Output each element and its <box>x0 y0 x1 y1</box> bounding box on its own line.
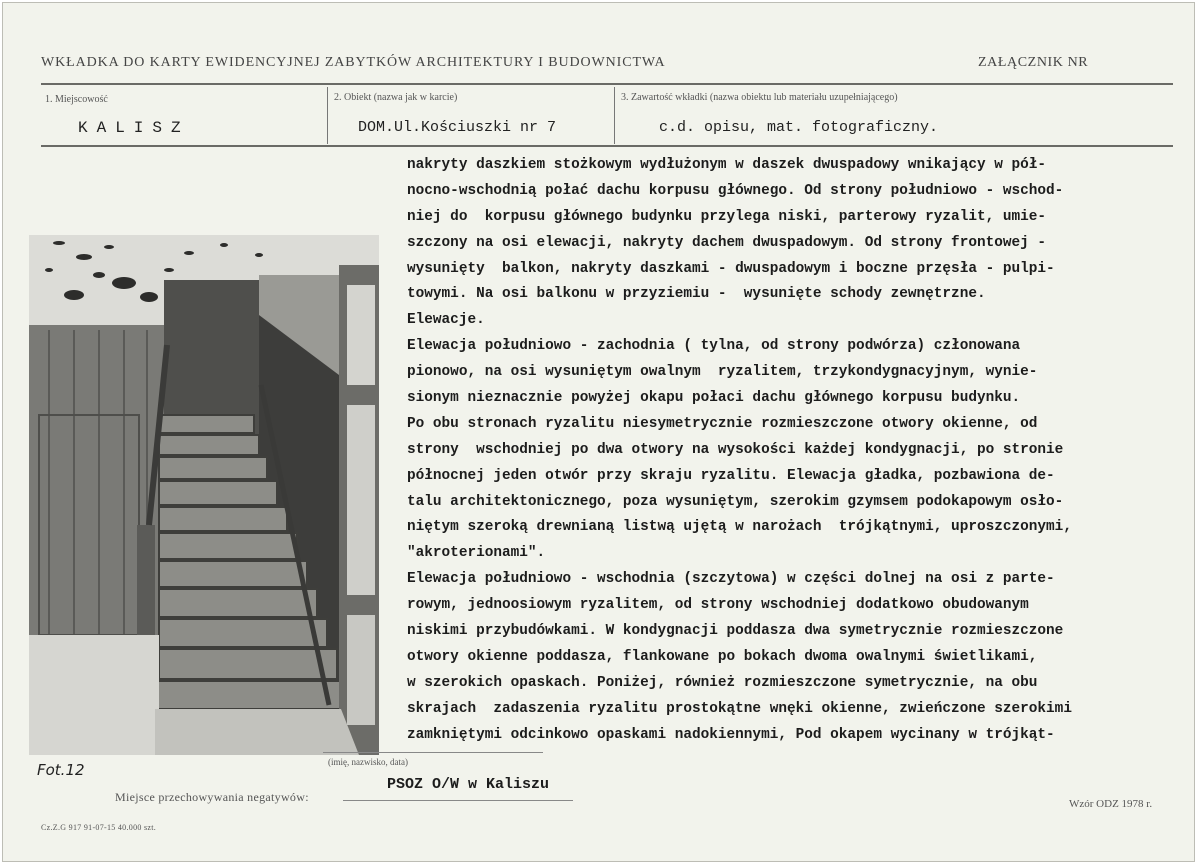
inventory-card <box>2 2 1195 862</box>
negatives-rule <box>343 800 573 801</box>
object-value: DOM.Ul.Kościuszki nr 7 <box>358 119 557 136</box>
place-label: 1. Miejscowość <box>45 94 108 105</box>
description-line: niskimi przybudówkami. W kondygnacji poddasza dwa symetrycznie rozmieszczone <box>407 623 1064 640</box>
form-title: WKŁADKA DO KARTY EWIDENCYJNEJ ZABYTKÓW ARCHITEKTURY I BUDOWNICTWA <box>41 55 666 70</box>
photo-caption: (imię, nazwisko, data) <box>328 757 408 767</box>
content-label: 3. Zawartość wkładki (nazwa obiektu lub materiału uzupełniającego) <box>621 92 898 103</box>
description-line: strony wschodniej po dwa otwory na wysokości każdej kondygnacji, po stronie <box>407 441 1064 458</box>
description-line: sionym nieznacznie powyżej okapu połaci dachu głównego korpusu budynku. <box>407 390 1021 407</box>
description-line: otwory okienne poddasza, flankowane po bokach dwoma owalnymi świetlikami, <box>407 648 1038 665</box>
content-value: c.d. opisu, mat. fotograficzny. <box>659 119 939 136</box>
photo-number: Fot.12 <box>37 761 85 779</box>
description-line: niej do korpusu głównego budynku przylega niski, parterowy ryzalit, umie- <box>407 208 1047 225</box>
place-value: KALISZ <box>78 119 190 137</box>
description-line: północnej jeden otwór przy skraju ryzalitu. Elewacja gładka, pozbawiona de- <box>407 467 1055 484</box>
negatives-label: Miejsce przechowywania negatywów: <box>115 790 309 804</box>
form-code: Wzór ODZ 1978 r. <box>1069 798 1153 810</box>
description-line: Elewacja południowo - zachodnia ( tylna, od strony podwórza) członowana <box>407 338 1021 355</box>
description-line: towymi. Na osi balkonu w przyziemiu - wysunięte schody zewnętrzne. <box>407 286 986 303</box>
caption-rule <box>323 752 543 753</box>
description-text <box>407 153 1181 748</box>
field-divider-1 <box>327 87 328 144</box>
description-line: pionowo, na osi wysuniętym owalnym ryzalitem, trzykondygnacyjnym, wynie- <box>407 364 1038 381</box>
description-line: zamkniętymi odcinkowo opaskami nadokiennymi, Pod okapem wycinany w trójkąt- <box>407 726 1055 743</box>
description-line: w szerokich opaskach. Poniżej, również rozmieszczone symetrycznie, na obu <box>407 674 1038 691</box>
header-rule <box>41 83 1173 85</box>
description-line: niętym szeroką drewnianą listwą ujętą w narożach trójkątnymi, uproszczonymi, <box>407 519 1072 536</box>
attachment-number: ZAŁĄCZNIK NR <box>978 55 1089 70</box>
staircase-photo <box>29 235 379 755</box>
description-line: rowym, jednoosiowym ryzalitem, od strony wschodniej dodatkowo obudowanym <box>407 597 1029 614</box>
description-line: Elewacja południowo - wschodnia (szczytowa) w części dolnej na osi z parte- <box>407 571 1055 588</box>
description-line: Po obu stronach ryzalitu niesymetrycznie rozmieszczone otwory okienne, od <box>407 415 1038 432</box>
description-line: skrajach zadaszenia ryzalitu prostokątne wnęki okienne, zwieńczone szerokimi <box>407 700 1072 717</box>
description-line: talu architektonicznego, poza wysuniętym, szerokim gzymsem podokapowym osło- <box>407 493 1064 510</box>
negatives-value: PSOZ O/W w Kaliszu <box>387 776 550 793</box>
description-line: nocno-wschodnią połać dachu korpusu głównego. Od strony południowo - wschod- <box>407 182 1064 199</box>
print-info: Cz.Z.G 917 91-07-15 40.000 szt. <box>41 823 157 832</box>
field-divider-2 <box>614 87 615 144</box>
description-line: Elewacje. <box>407 312 485 329</box>
object-label: 2. Obiekt (nazwa jak w karcie) <box>334 92 458 103</box>
fields-bottom-rule <box>41 145 1173 147</box>
description-line: szczony na osi elewacji, nakryty dachem dwuspadowym. Od strony frontowej - <box>407 234 1047 251</box>
description-line: nakryty daszkiem stożkowym wydłużonym w daszek dwuspadowy wnikający w pół- <box>407 157 1047 173</box>
description-line: wysunięty balkon, nakryty daszkami - dwuspadowym i boczne przęsła - pulpi- <box>407 260 1055 277</box>
description-line: "akroterionami". <box>407 545 546 562</box>
